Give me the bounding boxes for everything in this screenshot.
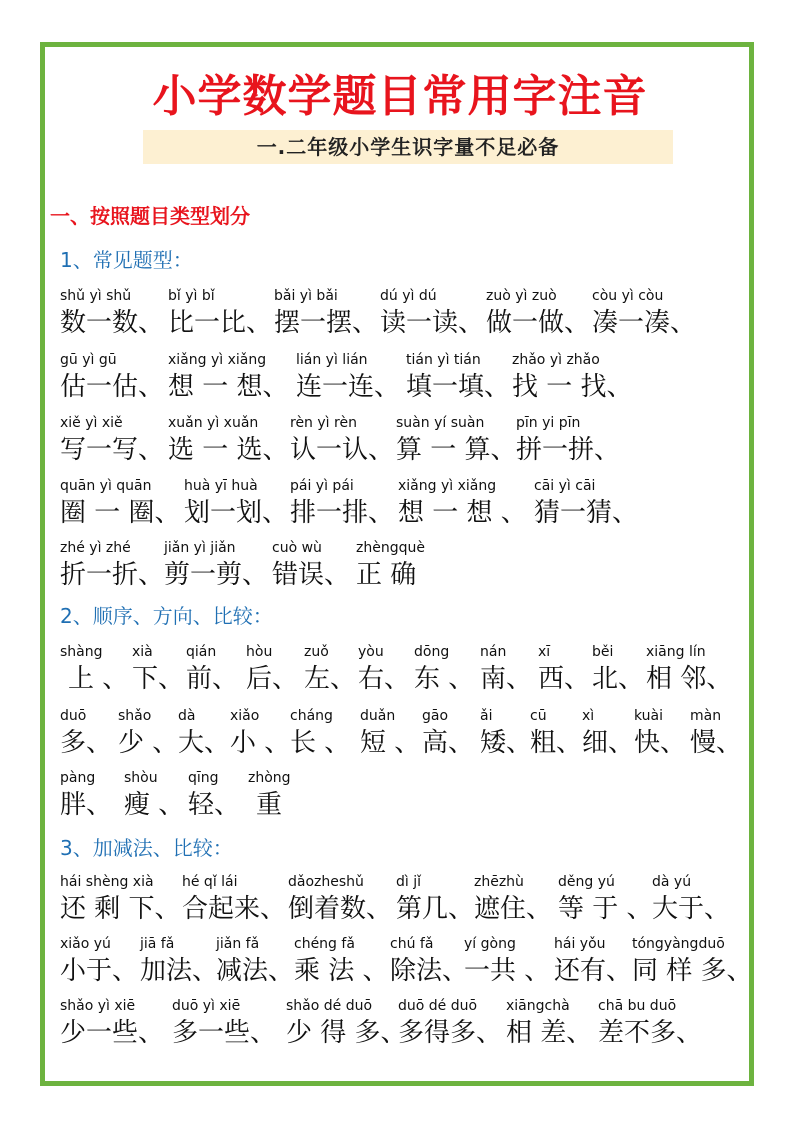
pinyin-row: shàng 上 、 xià 下、 qián 前、 hòu 后、 zuǒ 左、 yòu 右、 dōng 东 、 nán 南、 xī 西、 běi 北、 xiāng lín 相 邻、 [60,644,733,694]
pinyin-row: xiǎo yú 小于、 jiā fǎ 加法、 jiǎn fǎ 减法、 chéng fǎ 乘 法 、 chú fǎ 除法、 yí gòng 一共 、 hái yǒu 还有、 tóngyàngduō 同 样 多、 [60,936,753,986]
pinyin-row: hái shèng xià 还 剩 下、 hé qǐ lái 合起来、 dǎozheshǔ 倒着数、 dì jǐ 第几、 zhēzhù 遮住、 děng yú 等 于 、 dà yú 大于、 [60,874,731,924]
group-heading-3: 3、加减法、比较： [60,836,233,860]
pinyin-row: zhé yì zhé 折一折、 jiǎn yì jiǎn 剪一剪、 cuò wù 错误、 zhèngquè 正 确 [60,540,425,590]
subtitle-banner: 一.二年级小学生识字量不足必备 [143,130,673,164]
pinyin-row: quān yì quān 圈 一 圈、 huà yī huà 划一划、 pái yì pái 排一排、 xiǎng yì xiǎng 想 一 想 、 cāi yì cāi 猜一猜、 [60,478,639,528]
group-heading-2: 2、顺序、方向、比较： [60,604,273,628]
group-heading-1: 1、常见题型： [60,248,193,272]
page-title: 小学数学题目常用字注音 [152,71,648,122]
pinyin-row: shǎo yì xiē 少一些、 duō yì xiē 多一些、 shǎo dé duō 少 得 多、 duō dé duō 多得多、 xiāngchà 相 差、 chā bu duō 差不多、 [60,998,703,1048]
section-heading: 一、按照题目类型划分 [50,204,250,228]
pinyin-row: pàng 胖、 shòu 瘦 、 qīng 轻、 zhòng 重 [60,770,291,820]
pinyin-row: shǔ yì shǔ 数一数、 bǐ yì bǐ 比一比、 bǎi yì bǎi 摆一摆、 dú yì dú 读一读、 zuò yì zuò 做一做、 còu yì còu 凑一凑、 [60,288,697,338]
pinyin-row: xiě yì xiě 写一写、 xuǎn yì xuǎn 选 一 选、 rèn yì rèn 认一认、 suàn yí suàn 算 一 算、 pīn yi pīn 拼一拼、 [60,415,621,465]
pinyin-row: gū yì gū 估一估、 xiǎng yì xiǎng 想 一 想、 lián yì lián 连一连、 tián yì tián 填一填、 zhǎo yì zhǎo 找 一 找、 [60,352,633,402]
pinyin-row: duō 多、 shǎo 少 、 dà 大、 xiǎo 小 、 cháng 长 、 duǎn 短 、 gāo 高、 ǎi 矮、 cū 粗、 xì 细、 kuài 快、 màn 慢、 [60,708,743,758]
